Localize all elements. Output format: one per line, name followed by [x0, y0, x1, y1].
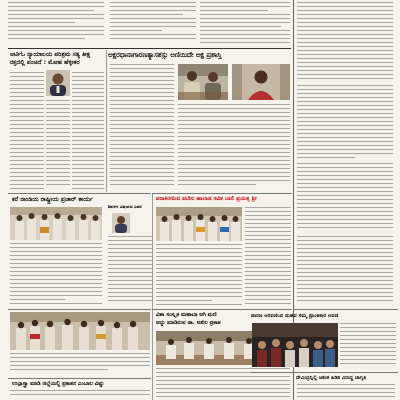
article-text-right-top [297, 2, 393, 82]
crowd-photo-right-low [252, 323, 338, 367]
headline-left-bottom: ಉಲ್ಪಾಸ್ತ್ರಾ ಮಾಡಿ ಜಿಲ್ಲೆಯಲ್ಲಿ ಪ್ರಕಾಶನ ಎಂಬಾಲ ವಿಷ್ಣು [12, 381, 105, 387]
headline-left-mid: ಕರೆ ನಾಂಡಿಯ ರಾಷ್ಟ್ರೀಯ ಪ್ರಚಾರ್ ಕಾರ್ಯ [12, 196, 93, 203]
article-text-right-low [340, 323, 396, 369]
headline-center-mid-small: ಶಿಶುಗಳ ವಿಷಯದ ವಿವರ [108, 204, 142, 209]
center-divider-mid [152, 193, 292, 194]
left-divider-low [8, 309, 151, 310]
article-text-left-2 [72, 72, 104, 190]
article-text-center-small [108, 236, 152, 306]
headline-right-bottom: ದೇವಿಂದ್ರನ್ನಿಲ್ಲಿ ಆತಂಕ ಹಿಡಿತ ವಿರುದ್ಧ ಜಾಗೃತಿ [296, 375, 367, 381]
group-photo-center-mid [156, 207, 242, 241]
headline-center-low-2: ಅದ್ದು ಮಾಡಿರುವ ಡಾ. ಅಖಿಲ ಪ್ರಕಾಶ [156, 320, 221, 326]
article-text-right-upper [297, 85, 393, 160]
article-text-left-bottom [10, 390, 150, 400]
right-divider-low [294, 309, 398, 310]
left-divider-mid [8, 193, 151, 194]
headline-right-low: ಪಾರಣ ಅರಿವಣಿಂದ ಮಹವ ಸಮ್ಮ ಪ್ರಾಂತಿಕಾರ ಅವಣಿ [251, 313, 339, 319]
group-photo-left-mid [10, 207, 102, 240]
left-divider-bottom [8, 378, 151, 379]
article-text-top-left [8, 2, 104, 44]
portrait-photo-left [46, 70, 70, 96]
article-text-left-3 [46, 100, 70, 190]
headline-center-mid: ಪರಾಕಿರಣಿಂದ ಮಡಿಲ ಹಾಲಾಡ ಸವಿತ ಬಾಲಿ ಪ್ರಯತ್ನ ಶ್ರೀ [156, 196, 257, 202]
article-text-left-low [10, 353, 150, 377]
article-text-right-mid [297, 163, 393, 233]
headline-left-top-2: ರಕ್ತದಲ್ಲಿ ಪಂಚಿದೆ : ಮೋಹ ಹೆಳ್ಳೀಕರ [10, 59, 80, 66]
article-text-right-bottom [297, 384, 395, 400]
article-text-left-mid [10, 243, 102, 306]
headline-left-top: ಆರ್ಟಿಓ ನ್ಯಾಯಾಲಯ ಪರಿಶ್ರಮ ಸತ್ಯ ತೀಕ್ಷ [10, 51, 91, 58]
headline-center-top: ಅಕ್ಷರಧಾನಾಗಾರಣತ್ಯಾಸಶಸ್ಸು ಅಣಿಯಿದೇ ಅಕ್ಷ ಪ್ರಶಾಸ್ತಿ [108, 51, 222, 59]
article-text-left-1 [10, 72, 44, 190]
article-text-top-center-right [200, 2, 290, 47]
portrait-photo-center-small [112, 213, 130, 233]
article-text-center-top-2 [178, 104, 290, 192]
column-divider-center [152, 194, 153, 400]
right-divider-bottom [250, 372, 398, 373]
column-divider-left [106, 50, 107, 192]
group-photo-left-low [10, 312, 150, 350]
article-text-center-top-1 [110, 64, 174, 189]
portrait-photo-center-top-right [232, 64, 290, 100]
article-text-right-lower [297, 236, 393, 306]
center-divider-low [152, 309, 292, 310]
article-text-center-mid-right [245, 207, 291, 307]
article-text-top-center-left [110, 2, 196, 42]
top-divider [8, 48, 291, 49]
article-text-center-mid [156, 244, 242, 306]
headline-center-low: ವಿಶಾ ಸಂಸ್ಕೃತ ಮಹಾಬಾ ಆಗಿ ಮಣಿ [156, 312, 217, 318]
officials-photo-center-top [178, 64, 228, 100]
